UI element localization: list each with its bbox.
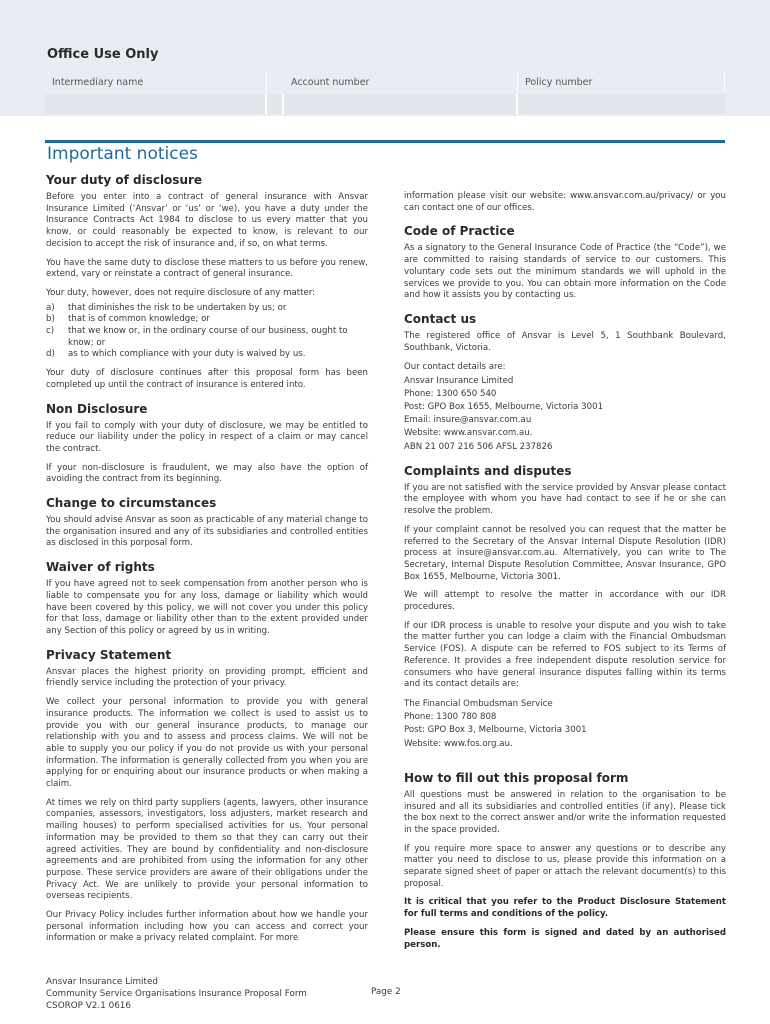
section-divider xyxy=(45,140,725,143)
fill-signature-notice: Please ensure this form is signed and dated by an authorised person. xyxy=(404,927,726,950)
code-heading: Code of Practice xyxy=(404,224,515,239)
fos-line: Phone: 1300 780 808 xyxy=(404,712,497,723)
nondisclosure-heading: Non Disclosure xyxy=(46,401,148,416)
privacy-continued: information please visit our website: www.ansvar.com.au/privacy/ or you can contact one of our offices. xyxy=(404,191,726,213)
footer-form-name: Community Service Organisations Insurance Proposal Form xyxy=(46,988,307,999)
waiver-heading: Waiver of rights xyxy=(46,560,155,575)
office-use-table xyxy=(45,74,725,116)
list-item: a) that diminishes the risk to be undertaken by us; or xyxy=(46,302,287,313)
waiver-paragraph: If you have agreed not to seek compensation from another person who is liable to compensate you for any loss, damage or liability which would have been covered by this policy, we will not cover you under this policy for that loss, damage or liability other than to the extent provided under any Section of this policy or agreed by us in writing. xyxy=(46,579,368,636)
nondisclosure-paragraph: If your non-disclosure is fraudulent, we may also have the option of avoiding the contract from its beginning. xyxy=(46,462,368,485)
contact-paragraph: The registered office of Ansvar is Level 5, 1 Southbank Boulevard, Southbank, Victoria. xyxy=(404,330,726,353)
intermediary-name-label: Intermediary name xyxy=(45,74,267,92)
complaints-paragraph: If our IDR process is unable to resolve your dispute and you wish to take the matter further you can lodge a claim with the Financial Ombudsman Service (FOS). A dispute can be referred to FOS subject to its Terms of Reference. It provides a free independent dispute resolution service for consumers who have general insurance disputes falling within its terms and its contact details are: xyxy=(404,620,726,690)
fill-pds-notice: It is critical that you refer to the Product Disclosure Statement for full terms and conditions of the policy. xyxy=(404,897,726,920)
privacy-paragraph: Ansvar places the highest priority on providing prompt, efficient and friendly service including the protection of your privacy. xyxy=(46,666,368,689)
contact-line: Ansvar Insurance Limited xyxy=(404,375,514,386)
policy-number-label: Policy number xyxy=(518,74,725,92)
right-column xyxy=(404,191,726,958)
fill-paragraph: All questions must be answered in relation to the organisation to be insured and all its subsidiaries and controlled entities (if any). Please tick the box next to the correct answer and/or write the information requested in the space provided. xyxy=(404,789,726,835)
privacy-heading: Privacy Statement xyxy=(46,647,172,662)
contact-line: Our contact details are: xyxy=(404,362,506,373)
footer-company: Ansvar Insurance Limited xyxy=(46,977,158,987)
contact-line: Website: www.ansvar.com.au. xyxy=(404,428,533,439)
office-use-panel xyxy=(0,0,770,116)
list-item: b) that is of common knowledge; or xyxy=(46,314,210,325)
privacy-paragraph: At times we rely on third party suppliers (agents, lawyers, other insurance companies, assessors, investigators, loss adjusters, market research and mailing houses) to perform specialised activities for us. Your personal information may be provided to them so that they can carry out their agreed activities. They are bound by confidentiality and non-disclosure agreements and are prohibited from using the information for any other purpose. These service providers are aware of their obligations under the Privacy Act. We are unlikely to provide your personal information to overseas recipients. xyxy=(46,797,368,902)
code-paragraph: As a signatory to the General Insurance Code of Practice (the “Code”), we are committed to raising standards of service to our customers. This voluntary code sets out the minimum standards we will uphold in the services we provide to you. You can obtain more information on the Code and how it assists you by contacting us. xyxy=(404,243,726,301)
policy-number-field[interactable] xyxy=(518,94,725,114)
fos-line: Post: GPO Box 3, Melbourne, Victoria 3001 xyxy=(404,725,587,736)
page-number: Page 2 xyxy=(371,987,401,997)
fill-paragraph: If you require more space to answer any questions or to describe any matter you need to disclose to us, please provide this information on a separate signed sheet of paper or attach the relevant document(s) to this proposal. xyxy=(404,843,726,889)
privacy-paragraph: Our Privacy Policy includes further information about how we handle your personal information including how you can access and correct your information or make a privacy related complaint. For more xyxy=(46,910,368,944)
footer xyxy=(46,977,307,1012)
contact-line: Phone: 1300 650 540 xyxy=(404,388,497,399)
list-item: d) as to which compliance with your duty is waived by us. xyxy=(46,349,306,360)
duty-paragraph: Before you enter into a contract of general insurance with Ansvar Insurance Limited (‘Ansvar’ or ‘us’ or ‘we), you have a duty under the Insurance Contracts Act 1984 to disclose to us every matter that you know, or could reasonably be expected to know, is relevant to our decision to accept the risk of insurance and, if so, on what terms. xyxy=(46,192,368,249)
contact-details xyxy=(404,361,726,453)
change-heading: Change to circumstances xyxy=(46,496,217,511)
duty-paragraph: You have the same duty to disclose these matters to us before you renew, extend, vary or reinstate a contract of general insurance. xyxy=(46,257,368,280)
complaints-paragraph: If you are not satisfied with the service provided by Ansvar please contact the employee with whom you have had contact to see if he or she can resolve the problem. xyxy=(404,482,726,517)
fos-line: The Financial Ombudsman Service xyxy=(404,699,553,709)
account-number-field[interactable] xyxy=(284,94,518,114)
fos-details xyxy=(404,698,726,751)
fill-heading: How to fill out this proposal form xyxy=(404,770,629,785)
complaints-paragraph: We will attempt to resolve the matter in accordance with our IDR procedures. xyxy=(404,590,726,613)
duty-heading: Your duty of disclosure xyxy=(46,173,203,187)
complaints-heading: Complaints and disputes xyxy=(404,463,572,478)
nondisclosure-paragraph: If you fail to comply with your duty of disclosure, we may be entitled to reduce our liability under the policy in respect of a claim or may cancel the contract. xyxy=(46,420,368,454)
duty-exceptions-list xyxy=(46,303,368,362)
office-use-title: Office Use Only xyxy=(47,47,159,62)
contact-line: Post: GPO Box 1655, Melbourne, Victoria 3001 xyxy=(404,401,604,412)
contact-line: ABN 21 007 216 506 AFSL 237826 xyxy=(404,441,553,452)
contact-heading: Contact us xyxy=(404,311,477,326)
complaints-paragraph: If your complaint cannot be resolved you can request that the matter be referred to the Secretary of the Ansvar Internal Dispute Resolution (IDR) process at insure@ansvar.com.au. Alternatively, you can write to The Secretary, Internal Dispute Resolution Committee, Ansvar Insurance, GPO Box 1655, Melbourne, Victoria 3001. xyxy=(404,524,726,582)
intermediary-name-field-extra xyxy=(267,94,284,114)
intermediary-name-field[interactable] xyxy=(45,94,267,114)
duty-paragraph: Your duty, however, does not require disclosure of any matter: xyxy=(46,287,316,298)
list-item: c) that we know or, in the ordinary course of our business, ought to know; or xyxy=(46,326,348,348)
left-column xyxy=(46,173,368,952)
contact-line: Email: insure@ansvar.com.au xyxy=(404,415,532,426)
privacy-paragraph: We collect your personal information to provide you with general insurance products. The information we collect is used to assist us to provide you with our general insurance products, to manage our relationship with you and to assess and process claims. We will not be able to supply you our policy if you do not provide us with your personal information. The information is generally collected from you when you are applying for or enquiring about our insurance products or when making a claim. xyxy=(46,697,368,790)
account-number-label: Account number xyxy=(284,74,518,92)
duty-paragraph: Your duty of disclosure continues after this proposal form has been completed up until the contract of insurance is entered into. xyxy=(46,368,368,390)
change-paragraph: You should advise Ansvar as soon as practicable of any material change to the organisation insured and any of its subsidiaries and controlled entities as disclosed in this porposal form. xyxy=(46,515,368,549)
page-title: Important notices xyxy=(47,144,198,164)
fos-line: Website: www.fos.org.au. xyxy=(404,738,513,749)
footer-form-code: CSOROP V2.1 0616 xyxy=(46,1000,131,1011)
